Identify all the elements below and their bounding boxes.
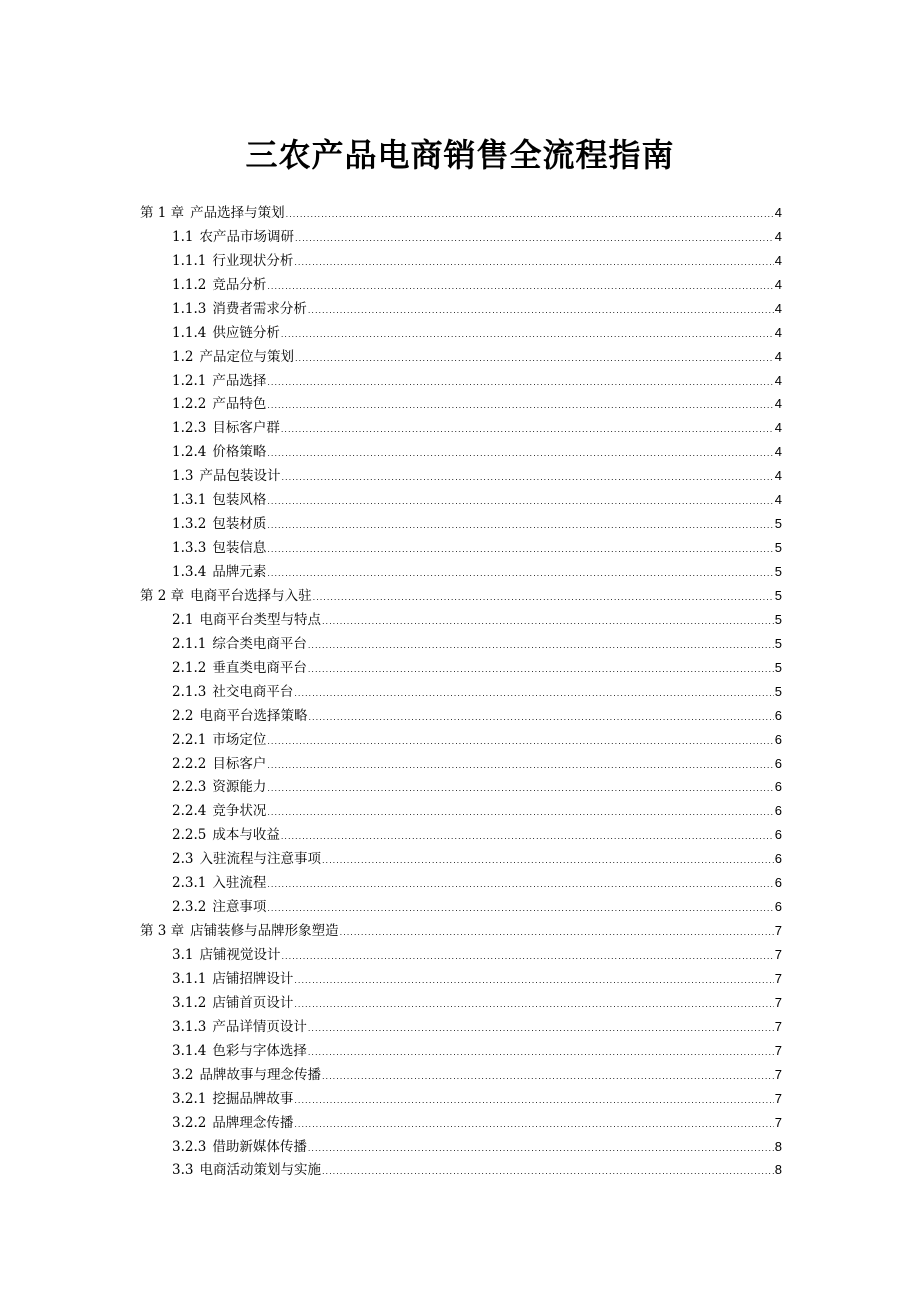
toc-entry-label [172,1161,321,1179]
toc-entry-label [172,1018,307,1036]
toc-entry[interactable] [140,246,782,270]
toc-entry-number: 1.2.3 [172,420,207,437]
toc-entry-number: 1.3.4 [172,564,207,580]
toc-entry[interactable] [140,461,782,485]
toc-entry-label [172,802,266,820]
toc-entry-number: 1.1 [172,228,194,245]
toc-page-number: 7 [774,947,782,962]
toc-entry-title: 社交电商平台 [212,683,294,700]
toc-entry[interactable] [140,485,782,509]
toc-entry[interactable] [140,677,782,701]
toc-entry[interactable] [140,198,782,222]
toc-entry[interactable] [140,294,782,318]
toc-entry-label [172,419,280,437]
toc-entry-title: 产品选择与策划 [190,204,285,221]
toc-entry[interactable] [140,629,782,653]
toc-entry-label [172,1066,321,1084]
toc-entry-label [172,755,266,773]
toc-page-number: 5 [774,611,782,627]
toc-dot-leader [313,587,774,605]
toc-dot-leader [286,204,774,222]
toc-entry-label [172,850,321,868]
toc-entry-number: 2.1.2 [172,659,207,676]
toc-dot-leader [308,300,774,318]
toc-entry-label [172,778,266,796]
toc-entry-number: 2.2.5 [172,827,207,844]
toc-page-number: 4 [774,396,782,412]
toc-page-number: 6 [774,779,782,795]
toc-dot-leader [267,874,773,892]
toc-entry-title: 品牌元素 [212,564,267,580]
toc-page-number: 5 [774,564,782,579]
toc-dot-leader [267,539,773,557]
toc-entry-title: 包装信息 [212,540,267,557]
toc-entry[interactable] [140,916,782,940]
toc-entry-number: 第 3 章 [140,923,185,940]
toc-dot-leader [281,419,774,437]
toc-entry-number: 2.3 [172,851,194,868]
toc-page-number: 4 [774,372,782,388]
toc-entry-number: 3.1 [172,947,194,963]
toc-entry-label [172,324,280,342]
toc-page-number: 6 [774,827,782,843]
toc-dot-leader [295,348,774,366]
toc-page-number: 6 [774,731,782,747]
toc-entry-title: 电商平台类型与特点 [199,611,321,628]
toc-entry[interactable] [140,1060,782,1084]
toc-page-number: 5 [774,516,782,532]
toc-entry[interactable] [140,509,782,533]
toc-entry-label [140,587,312,605]
toc-entry-number: 2.3.1 [172,875,207,892]
toc-entry-number: 2.2.4 [172,803,207,820]
toc-dot-leader [308,1138,774,1156]
toc-entry-title: 色彩与字体选择 [212,1042,307,1059]
toc-entry-title: 品牌故事与理念传播 [199,1066,321,1083]
toc-entry-title: 品牌理念传播 [212,1114,294,1131]
toc-page-number: 7 [774,1066,782,1082]
toc-dot-leader [322,611,774,629]
toc-page-number: 7 [774,1114,782,1130]
toc-entry-label [172,252,293,270]
toc-entry-title: 店铺视觉设计 [199,947,281,963]
toc-page-number: 5 [774,683,782,699]
toc-entry-title: 农产品市场调研 [199,228,294,245]
document-title: 三农产品电商销售全流程指南 [245,136,675,174]
toc-page-number: 4 [774,420,782,436]
toc-page-number: 4 [774,444,782,460]
toc-dot-leader [294,252,773,270]
toc-entry-number: 1.2.2 [172,396,207,413]
toc-dot-leader [281,467,773,485]
toc-dot-leader [295,228,774,246]
toc-entry-label [172,898,266,916]
toc-entry-title: 电商平台选择与入驻 [190,587,312,604]
toc-entry-number: 2.1.3 [172,683,207,700]
toc-entry-title: 产品包装设计 [199,468,281,485]
toc-dot-leader [308,1018,774,1036]
toc-entry-title: 垂直类电商平台 [212,659,307,676]
toc-entry-label [172,348,294,366]
toc-entry[interactable] [140,868,782,892]
toc-dot-leader [267,443,773,461]
toc-dot-leader [294,970,773,988]
toc-entry-title: 产品特色 [212,396,267,413]
toc-entry-label [172,1090,293,1108]
toc-entry-label [172,826,280,844]
toc-entry-title: 资源能力 [212,779,267,796]
toc-entry-label [172,970,293,988]
toc-entry-label [172,443,266,461]
toc-entry[interactable] [140,437,782,461]
toc-entry[interactable] [140,318,782,342]
toc-entry-number: 3.2 [172,1066,194,1083]
toc-page-number: 6 [774,755,782,771]
toc-dot-leader [308,659,774,677]
toc-dot-leader [322,1161,774,1179]
toc-entry-label [172,611,321,629]
toc-entry-label [172,683,293,701]
toc-dot-leader [308,707,773,725]
toc-page-number: 7 [774,1018,782,1034]
toc-entry-number: 1.1.4 [172,324,207,341]
toc-entry[interactable] [140,892,782,916]
toc-entry-number: 2.1 [172,611,194,628]
toc-dot-leader [267,491,773,509]
toc-entry[interactable] [140,964,782,988]
toc-entry-number: 3.1.4 [172,1042,207,1059]
toc-dot-leader [281,946,773,964]
toc-page-number: 7 [774,994,782,1010]
toc-entry-label [172,276,266,294]
toc-entry-number: 2.2.2 [172,755,207,772]
toc-entry[interactable] [140,773,782,797]
toc-page-number: 4 [774,492,782,508]
toc-entry[interactable] [140,796,782,820]
toc-entry-title: 竞品分析 [212,276,267,293]
toc-page-number: 5 [774,587,782,603]
toc-entry-label [172,539,266,557]
toc-page-number: 4 [774,324,782,340]
toc-entry[interactable] [140,342,782,366]
toc-page-number: 4 [774,252,782,268]
toc-entry-title: 入驻流程 [212,875,267,892]
toc-entry-title: 市场定位 [212,731,267,748]
toc-page-number: 4 [774,204,782,220]
toc-dot-leader [294,1114,773,1132]
toc-entry-label [172,946,280,964]
toc-entry-label [140,204,285,222]
toc-dot-leader [340,922,774,940]
toc-entry-label [172,874,266,892]
toc-entry[interactable] [140,390,782,414]
toc-dot-leader [308,635,774,653]
toc-page-number: 7 [774,1042,782,1058]
toc-entry[interactable] [140,1036,782,1060]
toc-page-number: 6 [774,803,782,819]
toc-entry[interactable] [140,533,782,557]
toc-dot-leader [267,276,773,294]
toc-entry-title: 消费者需求分析 [212,300,307,317]
toc-page-number: 6 [774,899,782,915]
toc-page-number: 5 [774,635,782,651]
toc-entry-title: 产品定位与策划 [199,348,294,365]
toc-page-number: 6 [774,851,782,867]
toc-entry[interactable] [140,725,782,749]
toc-page-number: 6 [774,875,782,891]
toc-entry[interactable] [140,557,782,581]
toc-page-number: 4 [774,300,782,316]
toc-dot-leader [294,683,773,701]
toc-entry-title: 借助新媒体传播 [212,1138,307,1155]
toc-entry[interactable] [140,749,782,773]
toc-dot-leader [267,778,773,796]
toc-entry-label [172,372,266,390]
toc-entry-label [172,731,266,749]
toc-dot-leader [294,1090,773,1108]
toc-page-number: 4 [774,276,782,292]
toc-entry-label [172,228,294,246]
toc-dot-leader [322,850,774,868]
toc-entry[interactable] [140,820,782,844]
toc-entry-label [172,659,307,677]
toc-entry-title: 产品选择 [212,372,267,389]
toc-entry-title: 注意事项 [212,899,267,916]
toc-entry-number: 1.2 [172,348,194,365]
toc-entry-number: 第 1 章 [140,204,185,221]
toc-page-number: 7 [774,970,782,986]
toc-entry-number: 3.3 [172,1162,194,1179]
toc-entry-title: 综合类电商平台 [212,635,307,652]
toc-entry-title: 成本与收益 [212,827,280,844]
toc-entry-number: 1.2.1 [172,372,207,389]
toc-dot-leader [267,755,773,773]
toc-entry-label [172,1114,293,1132]
toc-entry-number: 1.3 [172,468,194,485]
toc-page-number: 6 [774,707,782,723]
toc-entry-number: 3.1.3 [172,1018,207,1035]
toc-entry-label [172,1042,307,1060]
toc-entry-label [172,635,307,653]
toc-entry-number: 1.1.3 [172,300,207,317]
toc-page-number: 4 [774,468,782,484]
toc-entry-label [172,1138,307,1156]
toc-entry[interactable] [140,366,782,390]
toc-page-number: 5 [774,659,782,675]
toc-entry-title: 行业现状分析 [212,252,294,269]
toc-entry-number: 2.1.1 [172,635,207,652]
toc-page-number: 4 [774,348,782,364]
toc-entry-label [172,300,307,318]
toc-entry-number: 3.2.2 [172,1114,207,1131]
toc-entry-title: 挖掘品牌故事 [212,1090,294,1107]
toc-entry-number: 1.3.1 [172,492,207,509]
toc-dot-leader [267,372,773,390]
toc-dot-leader [267,802,773,820]
toc-page-number: 8 [774,1162,782,1178]
toc-entry[interactable] [140,988,782,1012]
toc-entry-title: 包装材质 [212,516,267,533]
toc-page-number: 7 [774,1090,782,1106]
table-of-contents [140,198,782,1179]
toc-entry[interactable] [140,844,782,868]
toc-entry[interactable] [140,1012,782,1036]
toc-entry-label [140,922,339,940]
toc-dot-leader [267,731,773,749]
toc-entry-title: 电商活动策划与实施 [199,1162,321,1179]
toc-entry-title: 竞争状况 [212,803,267,820]
toc-entry-number: 第 2 章 [140,587,185,604]
toc-entry[interactable] [140,1132,782,1156]
toc-entry-title: 包装风格 [212,492,267,509]
toc-entry-number: 1.1.2 [172,276,207,293]
toc-entry-title: 供应链分析 [212,324,280,341]
toc-entry-label [172,707,307,725]
toc-entry-title: 电商平台选择策略 [199,707,308,724]
toc-entry-label [172,563,266,581]
toc-page-number: 4 [774,228,782,244]
toc-dot-leader [308,1042,774,1060]
toc-page-number: 7 [774,923,782,939]
toc-entry-number: 1.3.3 [172,540,207,557]
toc-entry-number: 3.1.1 [172,970,207,987]
toc-entry-label [172,467,280,485]
toc-page-number: 8 [774,1138,782,1154]
toc-entry[interactable] [140,1108,782,1132]
toc-dot-leader [267,395,773,413]
toc-entry-number: 2.2.1 [172,731,207,748]
toc-entry-number: 3.1.2 [172,994,207,1011]
toc-entry[interactable] [140,1156,782,1180]
toc-entry-title: 价格策略 [212,444,267,461]
toc-entry-label [172,994,293,1012]
toc-dot-leader [281,324,774,342]
toc-entry[interactable] [140,270,782,294]
toc-dot-leader [267,515,773,533]
toc-entry[interactable] [140,940,782,964]
toc-entry-title: 店铺首页设计 [212,994,294,1011]
toc-entry-number: 3.2.3 [172,1138,207,1155]
toc-entry[interactable] [140,1084,782,1108]
toc-entry-label [172,491,266,509]
toc-entry-number: 3.2.1 [172,1090,207,1107]
toc-entry-number: 2.3.2 [172,899,207,916]
toc-dot-leader [294,994,773,1012]
toc-entry-number: 2.2.3 [172,779,207,796]
toc-entry-label [172,395,266,413]
toc-dot-leader [281,826,774,844]
toc-entry[interactable] [140,605,782,629]
toc-entry-number: 2.2 [172,707,194,724]
toc-page-number: 5 [774,540,782,556]
toc-dot-leader [267,563,773,581]
toc-dot-leader [322,1066,774,1084]
toc-dot-leader [267,898,773,916]
toc-entry-title: 入驻流程与注意事项 [199,851,321,868]
toc-entry-title: 目标客户 [212,755,267,772]
toc-entry[interactable] [140,581,782,605]
toc-entry-number: 1.2.4 [172,444,207,461]
toc-entry-title: 店铺招牌设计 [212,970,294,987]
toc-entry-title: 店铺装修与品牌形象塑造 [190,923,339,940]
toc-entry[interactable] [140,653,782,677]
toc-entry[interactable] [140,413,782,437]
toc-entry[interactable] [140,701,782,725]
toc-entry-number: 1.1.1 [172,252,207,269]
toc-entry-label [172,515,266,533]
toc-entry-title: 目标客户群 [212,420,280,437]
toc-entry[interactable] [140,222,782,246]
toc-entry-title: 产品详情页设计 [212,1018,307,1035]
toc-entry-number: 1.3.2 [172,516,207,533]
